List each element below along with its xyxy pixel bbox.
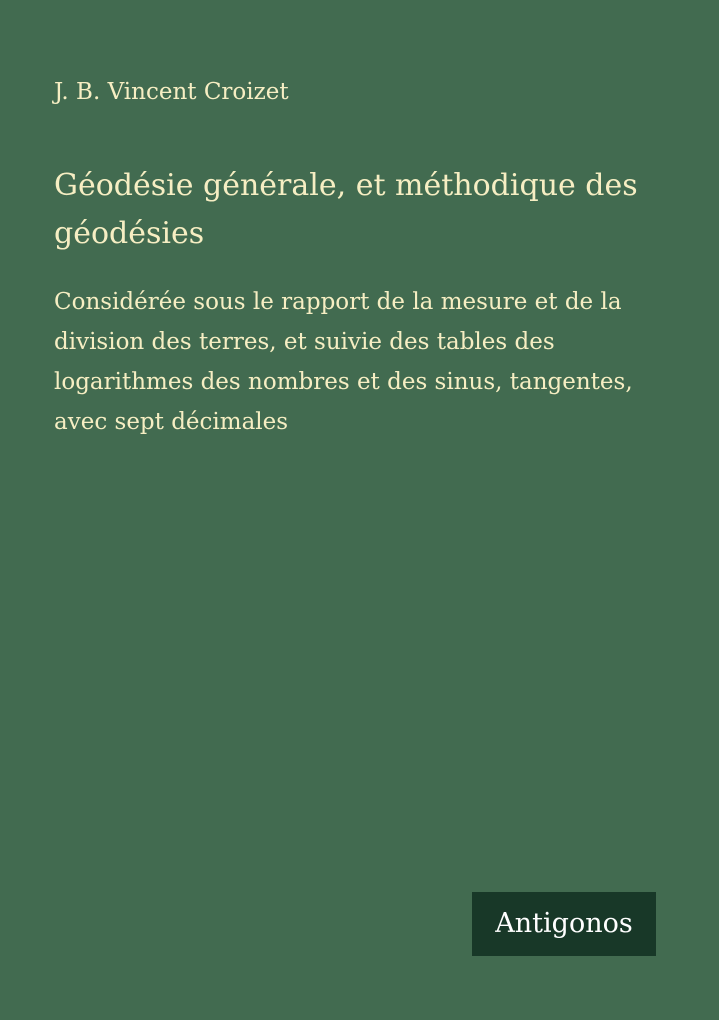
author-name: J. B. Vincent Croizet: [54, 79, 289, 105]
publisher-badge: [472, 892, 656, 956]
publisher-name: Antigonos: [495, 908, 633, 939]
book-title: Géodésie générale, et méthodique des géodésies: [54, 168, 638, 251]
book-subtitle: Considérée sous le rapport de la mesure et de la division des terres, et suivie des tables des logarithmes des nombres et des sinus, tangentes, avec sept décimales: [54, 289, 633, 435]
